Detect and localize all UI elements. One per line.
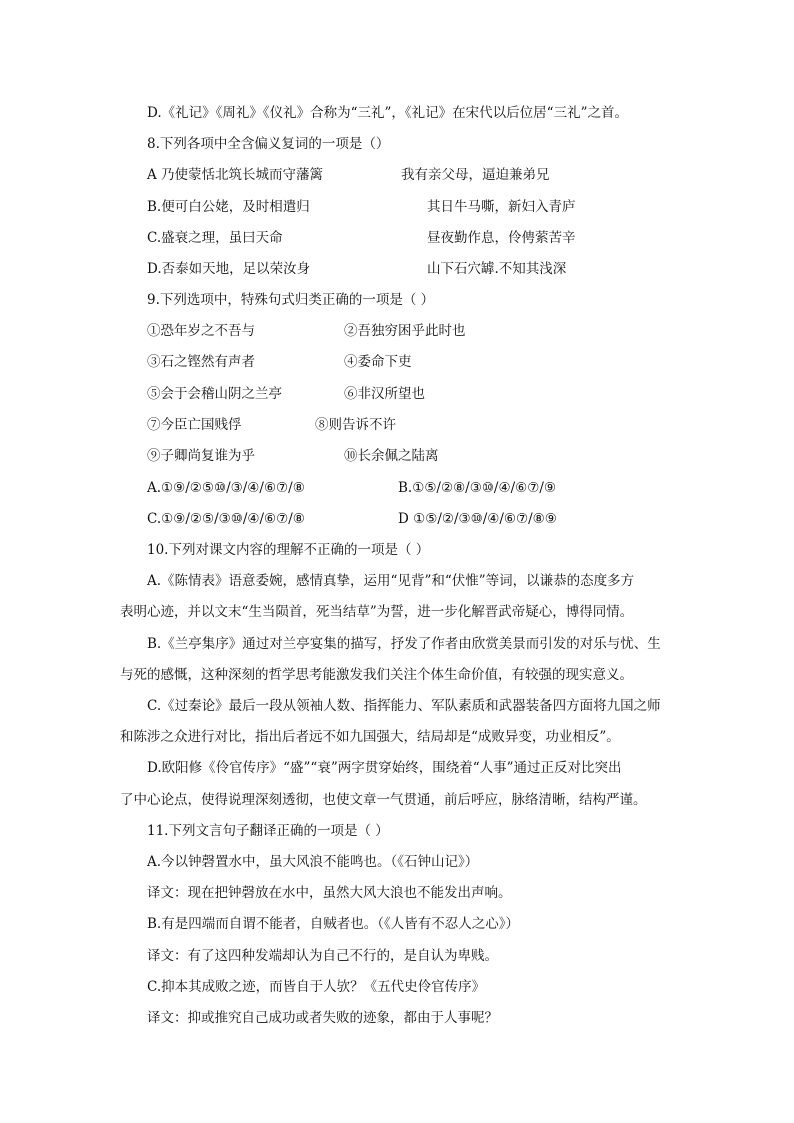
q10-option-a-line2: 表明心迹，并以文末“生当陨首，死当结草”为誓，进一步化解晋武帝疑心，博得同情。 <box>120 604 634 620</box>
q10-option-a-line1: A.《陈情表》语意委婉，感情真挚，运用“见背”和“伏惟”等词，以谦恭的态度多方 <box>147 573 635 589</box>
q9-option-b: B.①⑤/②⑧/③⑩/④/⑥⑦/⑨ <box>398 480 556 496</box>
q8-stem: 8.下列各项中全含偏义复词的一项是（） <box>147 136 390 152</box>
q10-option-c-line1: C.《过秦论》最后一段从领袖人数、指挥能力、军队素质和武器装备四方面将九国之师 <box>147 698 661 714</box>
q9-sentence-1: ①恐年岁之不吾与 <box>147 323 255 339</box>
q9-sentence-10: ⑩长余佩之陆离 <box>344 448 439 464</box>
q9-sentence-4: ④委命下吏 <box>344 354 412 370</box>
q9-sentence-2: ②吾独穷困乎此时也 <box>344 323 466 339</box>
q10-stem: 10.下列对课文内容的理解不正确的一项是（ ） <box>147 542 430 558</box>
q9-sentence-8: ⑧则告诉不许 <box>315 417 396 433</box>
q11-option-c-translation: 译文：抑或推究自己成功或者失败的迹象，都由于人事呢？ <box>147 1010 498 1026</box>
q11-option-b-translation: 译文：有了这四种发端却认为自己不行的，是自认为卑贱。 <box>147 948 498 964</box>
q9-sentence-3: ③石之铿然有声者 <box>147 354 255 370</box>
q8-option-d-right: 山下石穴罅.不知其浅深 <box>427 261 567 277</box>
q9-sentence-9: ⑨子卿尚复谁为乎 <box>147 448 255 464</box>
q8-option-a-left: A 乃使蒙恬北筑长城而守藩篱 <box>147 167 324 183</box>
q9-option-d: D ①⑤/②/③⑩/④/⑥⑦/⑧⑨ <box>398 511 557 527</box>
q8-option-c-right: 昼夜勤作息，伶俜萦苦辛 <box>427 230 576 246</box>
q11-option-c: C.抑本其成败之迹，而皆自于人欤？《五代史伶官传序》 <box>147 979 486 995</box>
q9-sentence-6: ⑥非汉所望也 <box>344 386 425 402</box>
q9-sentence-7: ⑦今臣亡国贱俘 <box>147 417 242 433</box>
q9-sentence-5: ⑤会于会稽山阴之兰亭 <box>147 386 282 402</box>
q8-option-a-right: 我有亲父母，逼迫兼弟兄 <box>401 167 550 183</box>
q8-option-c-left: C.盛衰之理，虽曰天命 <box>147 230 283 246</box>
q10-option-b-line2: 与死的感慨，这种深刻的哲学思考能激发我们关注个体生命价值，有较强的现实意义。 <box>120 667 633 683</box>
q11-option-a: A.今以钟磬置水中，虽大风浪不能鸣也。（《石钟山记》） <box>147 854 479 870</box>
q10-option-c-line2: 和陈涉之众进行对比，指出后者远不如九国强大，结局却是“成败异变，功业相反”。 <box>120 729 620 745</box>
q10-option-d-line1: D.欧阳修《伶官传序》“盛”“衰”两字贯穿始终，围绕着“人事”通过正反对比突出 <box>147 760 622 776</box>
q9-option-c: C.①⑨/②⑤/③⑩/④/⑥⑦/⑧ <box>147 511 305 527</box>
q11-stem: 11.下列文言句子翻译正确的一项是（ ） <box>147 823 389 839</box>
q9-option-a: A.①⑨/②⑤⑩/③/④/⑥⑦/⑧ <box>147 480 305 496</box>
q11-option-a-translation: 译文：现在把钟磬放在水中，虽然大风大浪也不能发出声响。 <box>147 885 512 901</box>
q11-option-b: B.有是四端而自谓不能者，自贼者也。（《人皆有不忍人之心》） <box>147 916 519 932</box>
q10-option-d-line2: 了中心论点，使得说理深刻透彻，也使文章一气贯通，前后呼应，脉络清晰，结构严谨。 <box>120 792 647 808</box>
q8-option-b-left: B.便可白公姥，及时相遣归 <box>147 199 310 215</box>
q8-option-d-left: D.否泰如天地，足以荣汝身 <box>147 261 311 277</box>
q9-stem: 9.下列选项中，特殊句式归类正确的一项是（ ） <box>147 292 435 308</box>
q8-option-b-right: 其日牛马嘶，新妇入青庐 <box>427 199 576 215</box>
q10-option-b-line1: B.《兰亭集序》通过对兰亭宴集的描写，抒发了作者由欣赏美景而引发的对乐与忧、生 <box>147 636 661 652</box>
q7-option-d: D.《礼记》《周礼》《仪礼》合称为“三礼”，《礼记》在宋代以后位居“三礼”之首。 <box>147 105 628 121</box>
